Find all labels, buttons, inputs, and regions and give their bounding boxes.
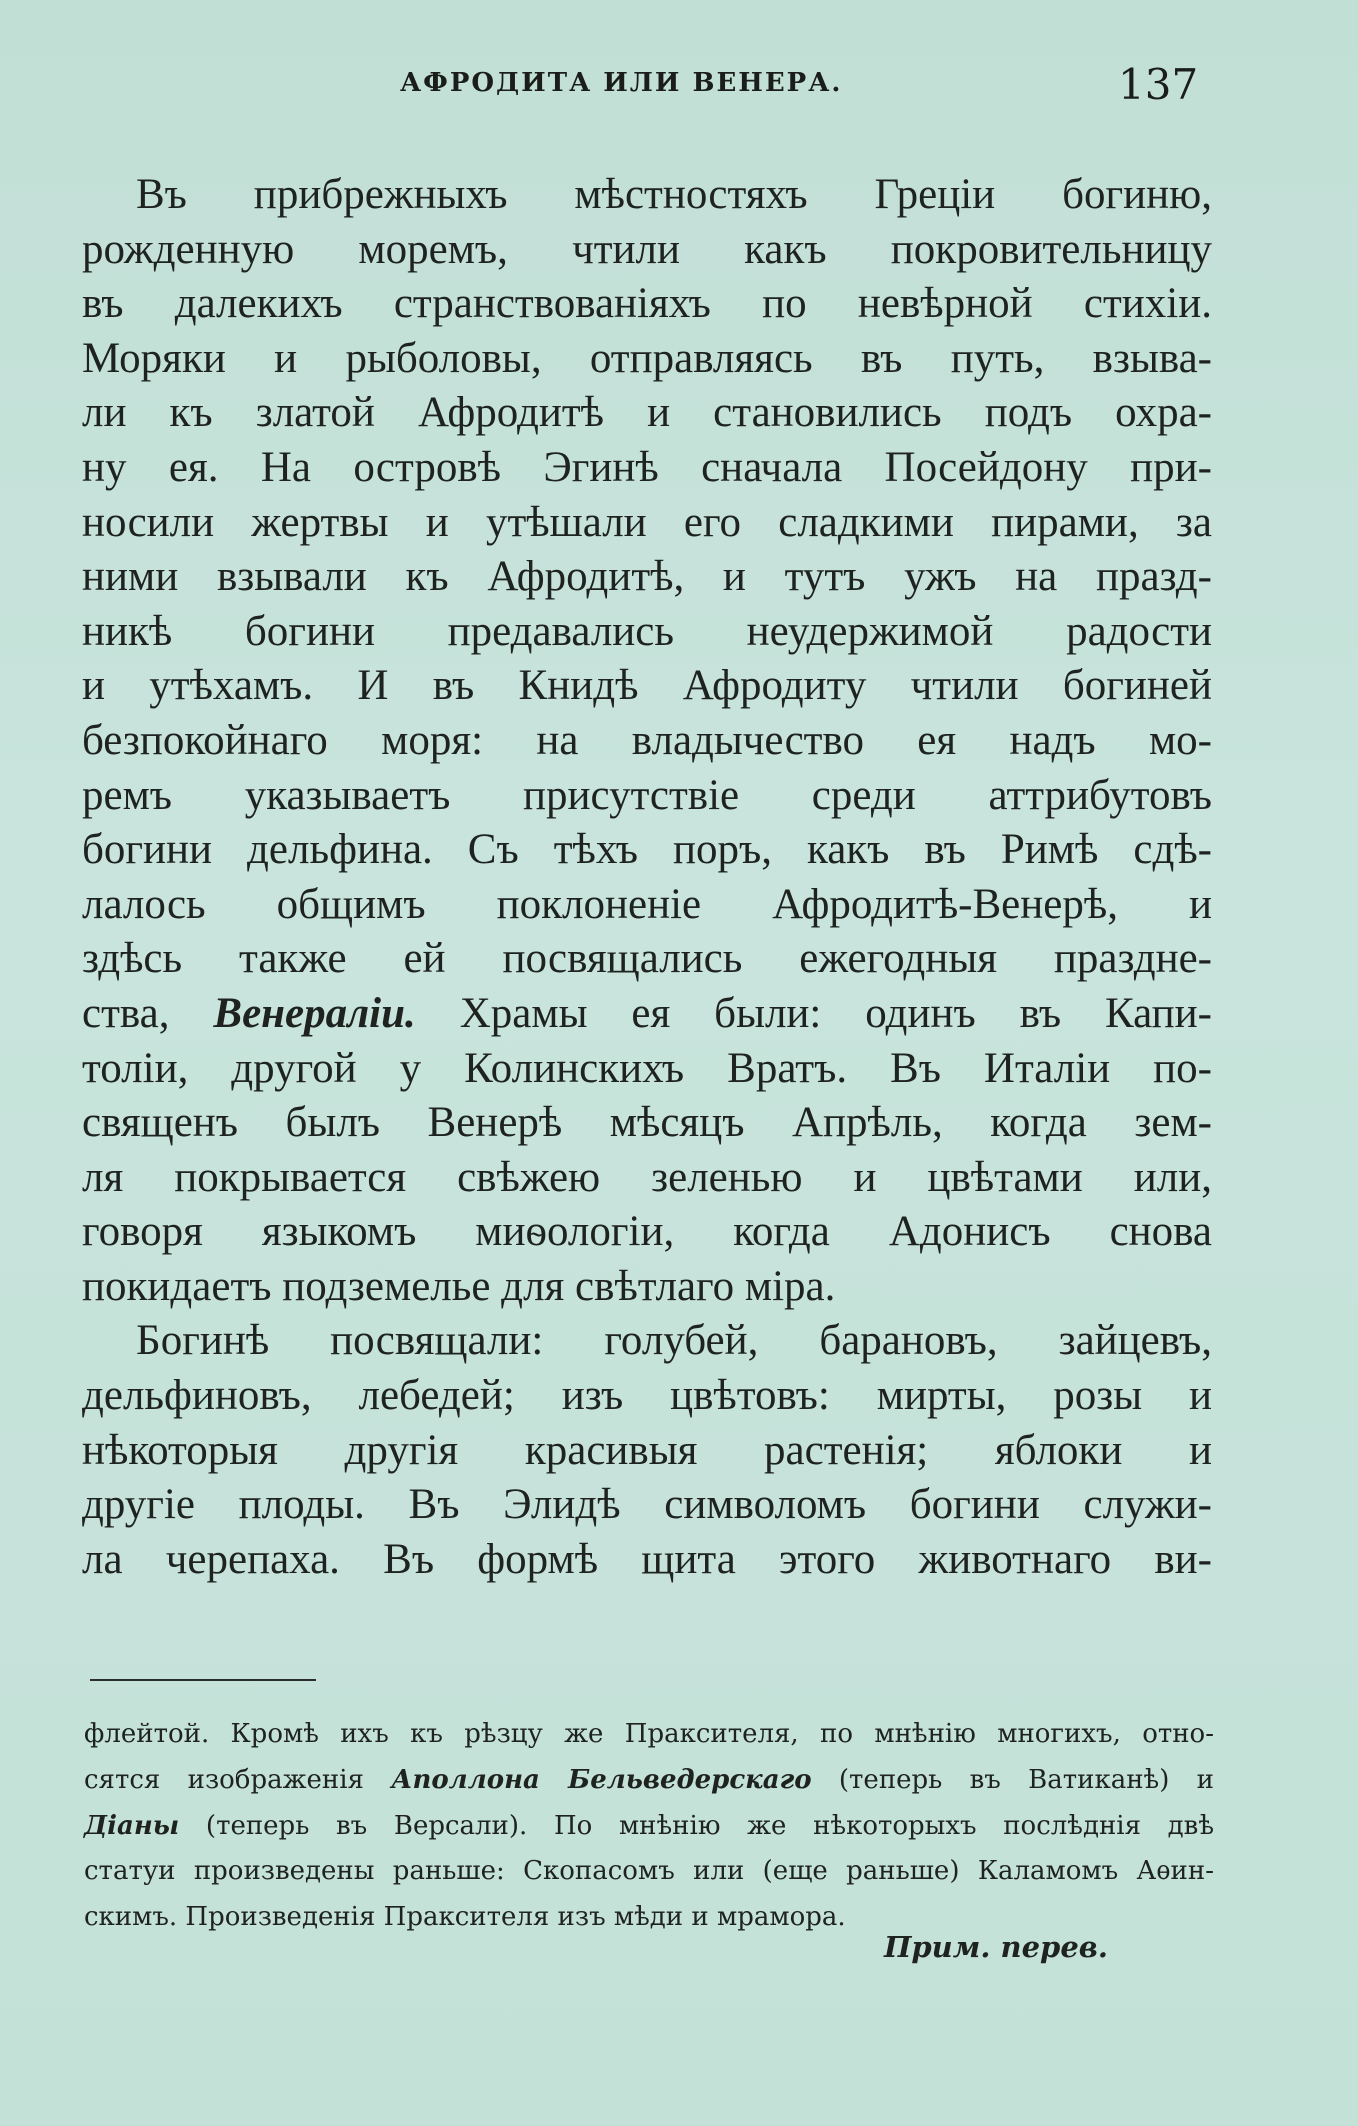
footnote-line: флейтой. Кромѣ ихъ къ рѣзцу же Праксителя, по мнѣнiю многихъ, отно- [84, 1719, 1214, 1749]
text-line: ну ея. На островѣ Эгинѣ сначала Посейдону при- [82, 443, 1212, 491]
text-line: Богинѣ посвящали: голубей, барановъ, зайцевъ, [136, 1317, 1212, 1365]
text-line: Моряки и рыболовы, отправляясь въ путь, взыва- [82, 334, 1212, 382]
text-line: говоря языкомъ миѳологiи, когда Адонисъ снова [82, 1208, 1212, 1256]
text-fragment: Храмы ея были: одинъ въ Капи- [415, 989, 1212, 1037]
footnote-divider [90, 1679, 316, 1681]
text-line: Въ прибрежныхъ мѣстностяхъ Грецiи богиню, [136, 171, 1212, 218]
italic-term-apollo: Аполлона Бельведерскаго [391, 1764, 812, 1795]
footnote-line [84, 1804, 1214, 1850]
page-number: 137 [1118, 60, 1199, 109]
text-line: ли къ златой Афродитѣ и становились подъ охра- [82, 389, 1212, 437]
translator-note-signature: Прим. перев. [884, 1930, 1108, 1964]
footnote [84, 1712, 1214, 1941]
text-fragment: (теперь въ Ватиканѣ) и [811, 1764, 1215, 1795]
text-line: ремъ указываетъ присутствiе среди аттрибутовъ [82, 771, 1212, 819]
text-fragment: (теперь въ Версали). По мнѣнiю же нѣкоторыхъ послѣднiя двѣ [179, 1810, 1214, 1841]
italic-term-veneralii: Венералiи. [213, 989, 416, 1037]
text-line: носили жертвы и утѣшали его сладкими пирами, за [82, 498, 1212, 546]
text-line: лалось общимъ поклоненiе Афродитѣ-Венерѣ, и [82, 880, 1212, 928]
text-line: ля покрывается свѣжею зеленью и цвѣтами или, [82, 1153, 1212, 1201]
italic-term-diana: Дiаны [84, 1810, 180, 1841]
text-line: ла черепаха. Въ формѣ щита этого животнаго ви- [82, 1535, 1212, 1583]
text-line: ними взывали къ Афродитѣ, и тутъ ужъ на празд- [82, 553, 1212, 601]
text-line: въ далекихъ странствованiяхъ по невѣрной стихiи. [82, 280, 1212, 328]
running-title: АФРОДИТА ИЛИ ВЕНЕРА. [400, 68, 843, 98]
text-line: дельфиновъ, лебедей; изъ цвѣтовъ: мирты, розы и [82, 1372, 1212, 1420]
text-line: здѣсь также ей посвящались ежегодныя праздне- [82, 935, 1212, 983]
text-line: священъ былъ Венерѣ мѣсяцъ Апрѣль, когда зем- [82, 1099, 1212, 1147]
text-line: и утѣхамъ. И въ Книдѣ Афродиту чтили богиней [82, 662, 1212, 710]
text-line: рожденную моремъ, чтили какъ покровительницу [82, 225, 1212, 273]
main-text [82, 168, 1212, 1587]
text-fragment: сятся изображенiя [84, 1764, 392, 1795]
footnote-line: статуи произведены раньше: Скопасомъ или (еще раньше) Каламомъ Аѳин- [84, 1856, 1214, 1887]
text-line: никѣ богини предавались неудержимой радости [82, 607, 1212, 655]
text-line: богини дельфина. Съ тѣхъ поръ, какъ въ Римѣ сдѣ- [82, 826, 1212, 874]
footnote-line [84, 1758, 1214, 1804]
text-line: нѣкоторыя другiя красивыя растенiя; яблоки и [82, 1426, 1212, 1474]
text-line: толiи, другой у Колинскихъ Вратъ. Въ Италiи по- [82, 1044, 1212, 1092]
text-line [82, 987, 1212, 1042]
footnote-line: скимъ. Произведенiя Праксителя изъ мѣди и мрамора. [84, 1902, 846, 1933]
text-line: безпокойнаго моря: на владычество ея надъ мо- [82, 716, 1212, 764]
text-fragment: ства, [82, 989, 214, 1037]
text-line: другiе плоды. Въ Элидѣ символомъ богини служи- [82, 1481, 1212, 1529]
text-line: покидаетъ подземелье для свѣтлаго мiра. [82, 1262, 836, 1310]
